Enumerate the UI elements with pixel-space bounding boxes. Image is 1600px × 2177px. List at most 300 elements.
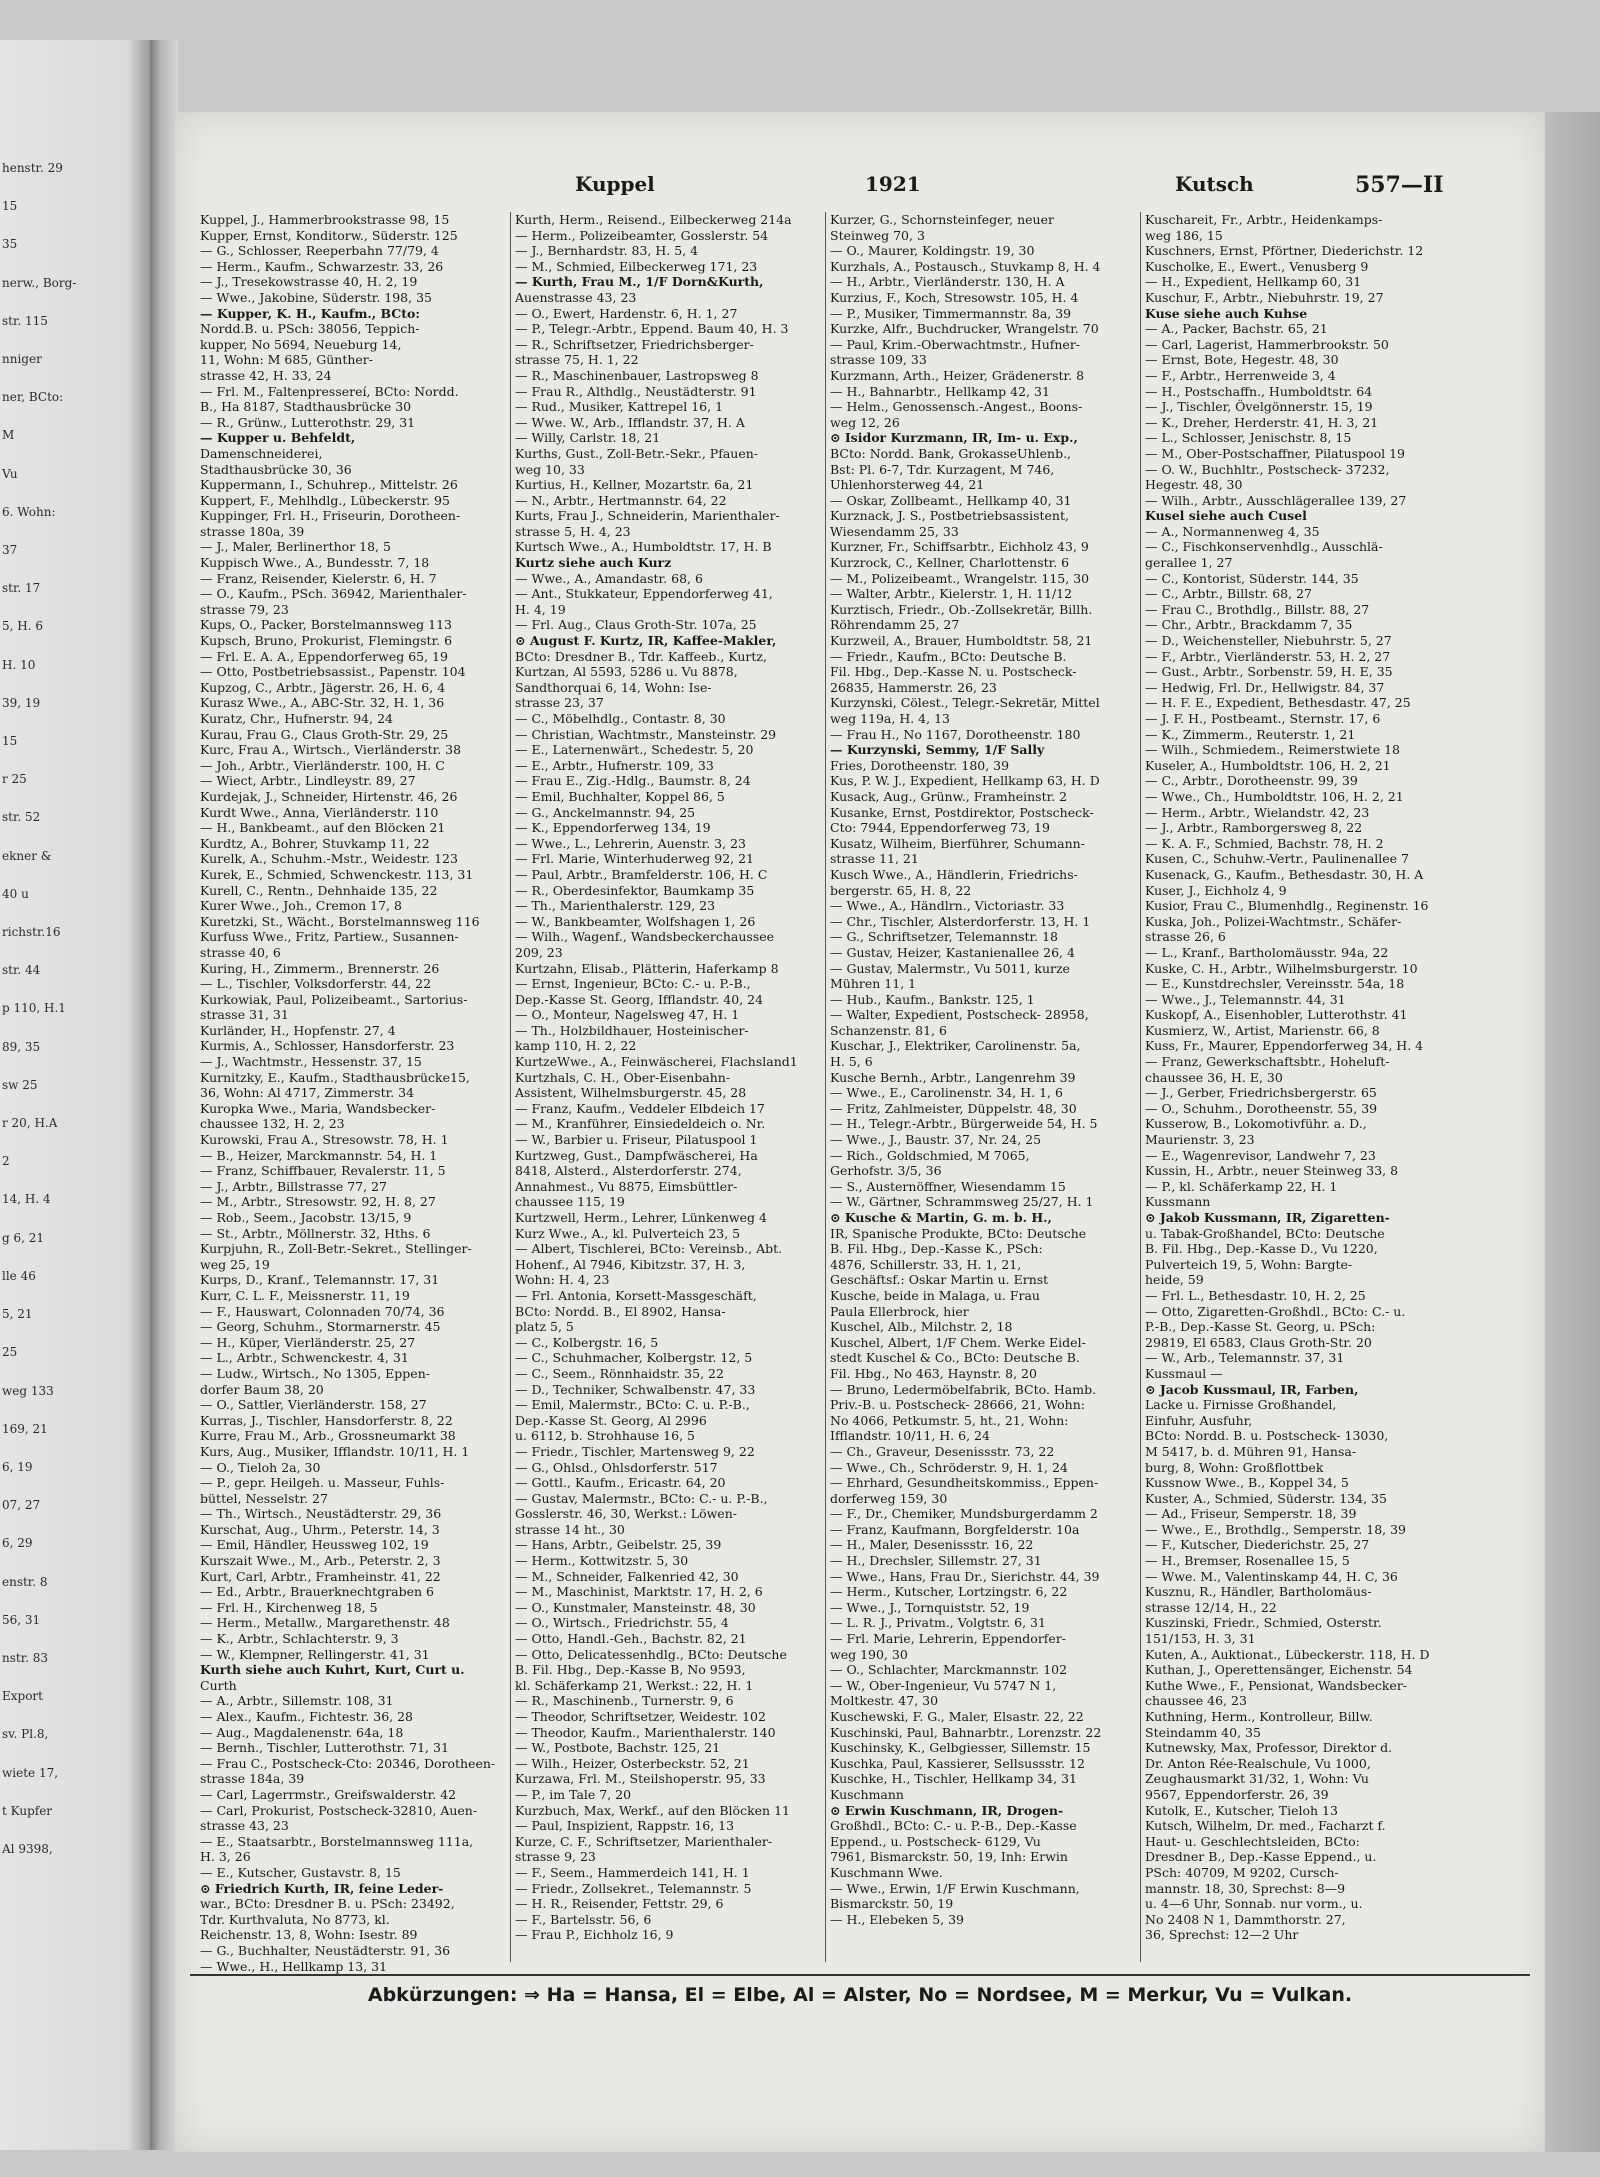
directory-entry: 11, Wohn: M 685, Günther-: [200, 352, 373, 368]
directory-entry: Kurts, Frau J., Schneiderin, Marienthaler-: [515, 508, 780, 524]
column-3: [830, 212, 1135, 1962]
directory-entry: 29819, El 6583, Claus Groth-Str. 20: [1145, 1334, 1372, 1350]
directory-entry: Kuthe Wwe., F., Pensionat, Wandsbecker-: [1145, 1677, 1408, 1693]
directory-entry: — Gustav, Heizer, Kastanienallee 26, 4: [830, 944, 1075, 960]
directory-entry: — J., Bernhardstr. 83, H. 5, 4: [515, 243, 699, 259]
previous-page-line: weg 133: [2, 1383, 54, 1398]
directory-entry: Kusack, Aug., Grünw., Framheinstr. 2: [830, 788, 1068, 804]
directory-entry: BCto: Nordd. B., El 8902, Hansa-: [515, 1303, 726, 1319]
directory-entry: — Ernst, Ingenieur, BCto: C.- u. P.-B.,: [515, 976, 751, 992]
previous-page-line: 2: [2, 1154, 10, 1169]
directory-entry: — O., Ewert, Hardenstr. 6, H. 1, 27: [515, 305, 738, 321]
directory-entry: — F., Kutscher, Diederichstr. 25, 27: [1145, 1537, 1370, 1553]
directory-entry: Kurtzahn, Elisab., Plätterin, Haferkamp 8: [515, 960, 779, 976]
directory-entry: — H., Postschaffn., Humboldtstr. 64: [1145, 383, 1373, 399]
directory-entry: Kurschat, Aug., Uhrm., Peterstr. 14, 3: [200, 1521, 440, 1537]
directory-entry: — Frau C., Brothdlg., Billstr. 88, 27: [1145, 601, 1370, 617]
directory-entry: — Carl, Lagerrmstr., Greifswalderstr. 42: [200, 1786, 457, 1802]
directory-entry: — O., Kaufm., PSch. 36942, Marienthaler-: [200, 586, 467, 602]
previous-page-line: r 20, H.A: [2, 1116, 58, 1131]
directory-entry: — Gottl., Kaufm., Ericastr. 64, 20: [515, 1475, 726, 1491]
directory-entry: — Christian, Wachtmstr., Mansteinstr. 29: [515, 726, 777, 742]
directory-entry: — F., Dr., Chemiker, Mundsburgerdamm 2: [830, 1506, 1098, 1522]
directory-entry: — S., Austernöffner, Wiesendamm 15: [830, 1178, 1066, 1194]
directory-entry: — L., Schlosser, Jenischstr. 8, 15: [1145, 430, 1352, 446]
directory-entry: — D., Weichensteller, Niebuhrstr. 5, 27: [1145, 633, 1392, 649]
directory-entry: 4876, Schillerstr. 33, H. 1, 21,: [830, 1256, 1022, 1272]
footer-rule: [190, 1974, 1530, 1976]
previous-page-line: 169, 21: [2, 1421, 48, 1436]
directory-entry: Kussnow Wwe., B., Koppel 34, 5: [1145, 1475, 1349, 1491]
directory-entry: — F., Arbtr., Vierländerstr. 53, H. 2, 27: [1145, 648, 1391, 664]
directory-entry: weg 12, 26: [830, 414, 900, 430]
directory-entry: Kurau, Frau G., Claus Groth-Str. 29, 25: [200, 726, 449, 742]
directory-entry: ⊙ Jacob Kussmaul, IR, Farben,: [1145, 1381, 1359, 1397]
directory-entry: Kutolk, E., Kutscher, Tieloh 13: [1145, 1802, 1338, 1818]
directory-entry: Kusche, beide in Malaga, u. Frau: [830, 1287, 1040, 1303]
directory-entry: Tdr. Kurthvaluta, No 8773, kl.: [200, 1911, 390, 1927]
directory-entry: — Wwe., A., Händlrn., Victoriastr. 33: [830, 898, 1065, 914]
directory-entry: Kurtzwell, Herm., Lehrer, Lünkenweg 4: [515, 1210, 767, 1225]
directory-entry: 36, Wohn: Al 4717, Zimmerstr. 34: [200, 1085, 415, 1101]
directory-entry: — J., Arbtr., Ramborgersweg 8, 22: [1145, 820, 1363, 836]
directory-entry: Kuss, Fr., Maurer, Eppendorferweg 34, H. 4: [1145, 1038, 1424, 1054]
directory-entry: — G., Ohlsd., Ohlsdorferstr. 517: [515, 1459, 718, 1475]
directory-entry: — Georg, Schuhm., Stormarnerstr. 45: [200, 1319, 441, 1335]
directory-entry: — Herm., Kutscher, Lortzingstr. 6, 22: [830, 1584, 1068, 1600]
directory-entry: — Frl. L., Bethesdastr. 10, H. 2, 25: [1145, 1287, 1366, 1303]
previous-page-line: 25: [2, 1345, 18, 1360]
previous-page-line: 15: [2, 199, 18, 214]
directory-entry: — Rich., Goldschmied, M 7065,: [830, 1147, 1030, 1163]
previous-page-line: 39, 19: [2, 695, 41, 710]
directory-entry: — F., Hauswart, Colonnaden 70/74, 36: [200, 1303, 445, 1319]
directory-entry: — Wilh., Wagenf., Wandsbeckerchaussee: [515, 929, 775, 945]
directory-entry: Kurtzhals, C. H., Ober-Eisenbahn-: [515, 1069, 731, 1085]
directory-entry: Kurzke, Alfr., Buchdrucker, Wrangelstr. 70: [830, 321, 1099, 337]
directory-entry: — Chr., Arbtr., Brackdamm 7, 35: [1145, 617, 1353, 633]
directory-entry: Reichenstr. 13, 8, Wohn: Isestr. 89: [200, 1927, 418, 1943]
directory-entry: — Paul, Arbtr., Bramfelderstr. 106, H. C: [515, 866, 768, 882]
directory-entry: Cto: 7944, Eppendorferweg 73, 19: [830, 820, 1050, 836]
directory-entry: Kurzner, Fr., Schiffsarbtr., Eichholz 43, 9: [830, 539, 1089, 555]
directory-entry: B. Fil. Hbg., Dep.-Kasse K., PSch:: [830, 1241, 1043, 1257]
directory-entry: — Walter, Arbtr., Kielerstr. 1, H. 11/12: [830, 586, 1073, 602]
directory-entry: Damenschneiderei,: [200, 445, 323, 461]
directory-entry: — Franz, Gewerkschaftsbtr., Hoheluft-: [1145, 1054, 1390, 1070]
directory-entry: Kurzrock, C., Kellner, Charlottenstr. 6: [830, 555, 1070, 571]
directory-entry: — Frau C., Postscheck-Cto: 20346, Dorotheen-: [200, 1755, 496, 1771]
directory-entry: — H., Bahnarbtr., Hellkamp 42, 31: [830, 383, 1050, 399]
directory-entry: Kuszinski, Friedr., Schmied, Osterstr.: [1145, 1615, 1382, 1631]
directory-entry: burg, 8, Wohn: Großflottbek: [1145, 1459, 1324, 1475]
directory-entry: Priv.-B. u. Postscheck- 28666, 21, Wohn:: [830, 1397, 1085, 1413]
directory-entry: — W., Postbote, Bachstr. 125, 21: [515, 1740, 721, 1756]
previous-page-line: lle 46: [2, 1268, 36, 1283]
directory-entry: Kurmis, A., Schlosser, Hansdorferstr. 23: [200, 1038, 455, 1054]
directory-entry: — E., Arbtr., Hufnerstr. 109, 33: [515, 757, 714, 773]
directory-entry: Sandthorquai 6, 14, Wohn: Ise-: [515, 679, 712, 695]
directory-entry: — W., Gärtner, Schrammsweg 25/27, H. 1: [830, 1194, 1094, 1210]
directory-entry: — R., Maschinenbauer, Lastropsweg 8: [515, 367, 759, 383]
directory-entry: weg 10, 33: [515, 461, 585, 477]
directory-entry: — Paul, Krim.-Oberwachtmstr., Hufner-: [830, 336, 1081, 352]
directory-entry: 8418, Alsterd., Alsterdorferstr. 274,: [515, 1163, 742, 1179]
directory-entry: — M., Polizeibeamt., Wrangelstr. 115, 30: [830, 570, 1090, 586]
header-last-entry: Kutsch: [1175, 172, 1254, 196]
directory-entry: Annahmest., Vu 8875, Eimsbüttler-: [515, 1178, 738, 1194]
previous-page-line: sw 25: [2, 1077, 38, 1092]
directory-entry: Kuschka, Paul, Kassierer, Sellsussstr. 12: [830, 1755, 1085, 1771]
directory-entry: — Carl, Prokurist, Postscheck-32810, Auen-: [200, 1802, 478, 1818]
column-divider: [510, 212, 511, 1962]
directory-entry: Kurths, Gust., Zoll-Betr.-Sekr., Pfauen-: [515, 445, 759, 461]
directory-entry: — Wwe., A., Amandastr. 68, 6: [515, 570, 703, 586]
directory-entry: Kuppinger, Frl. H., Friseurin, Dorotheen-: [200, 508, 461, 524]
directory-entry: war., BCto: Dresdner B. u. PSch: 23492,: [200, 1896, 455, 1912]
directory-entry: — Carl, Lagerist, Hammerbrookstr. 50: [1145, 336, 1389, 352]
directory-entry: Paula Ellerbrock, hier: [830, 1303, 969, 1319]
directory-entry: Kuppert, F., Mehlhdlg., Lübeckerstr. 95: [200, 492, 450, 508]
directory-entry: — Wiect, Arbtr., Lindleystr. 89, 27: [200, 773, 416, 789]
directory-entry: — L., Tischler, Volksdorferstr. 44, 22: [200, 976, 432, 992]
directory-entry: IR, Spanische Produkte, BCto: Deutsche: [830, 1225, 1087, 1241]
directory-entry: — A., Arbtr., Sillemstr. 108, 31: [200, 1693, 394, 1709]
directory-entry: kl. Schäferkamp 21, Werkst.: 22, H. 1: [515, 1677, 754, 1693]
directory-entry: Kuschareit, Fr., Arbtr., Heidenkamps-: [1145, 212, 1383, 227]
directory-entry: Kussin, H., Arbtr., neuer Steinweg 33, 8: [1145, 1163, 1399, 1179]
directory-entry: chaussee 132, H. 2, 23: [200, 1116, 345, 1132]
directory-entry: — J., Tresekowstrasse 40, H. 2, 19: [200, 274, 418, 290]
directory-entry: — O., Wirtsch., Friedrichstr. 55, 4: [515, 1615, 729, 1631]
directory-entry: — Gustav, Malermstr., Vu 5011, kurze: [830, 960, 1070, 976]
directory-entry: Kurz Wwe., A., kl. Pulverteich 23, 5: [515, 1225, 741, 1241]
directory-entry: Kurfuss Wwe., Fritz, Partiew., Susannen-: [200, 929, 459, 945]
directory-entry: Kupsch, Bruno, Prokurist, Flemingstr. 6: [200, 633, 453, 649]
directory-entry: — Wwe., Erwin, 1/F Erwin Kuschmann,: [830, 1880, 1080, 1896]
directory-entry: Kurkowiak, Paul, Polizeibeamt., Sartorius-: [200, 991, 468, 1007]
directory-entry: — Wwe., Ch., Schröderstr. 9, H. 1, 24: [830, 1459, 1068, 1475]
directory-entry: — Ant., Stukkateur, Eppendorferweg 41,: [515, 586, 773, 602]
directory-entry: Kurtz siehe auch Kurz: [515, 555, 672, 571]
directory-entry: bergerstr. 65, H. 8, 22: [830, 882, 972, 898]
directory-entry: — B., Heizer, Marckmannstr. 54, H. 1: [200, 1147, 438, 1163]
directory-entry: H. 5, 6: [830, 1054, 873, 1070]
directory-entry: — M., Schmied, Eilbeckerweg 171, 23: [515, 258, 758, 274]
directory-entry: — J., Maler, Berlinerthor 18, 5: [200, 539, 391, 555]
directory-entry: — G., Schlosser, Reeperbahn 77/79, 4: [200, 243, 439, 259]
directory-entry: — E., Staatsarbtr., Borstelmannsweg 111a,: [200, 1833, 474, 1849]
directory-entry: Kuschewski, F. G., Maler, Elsastr. 22, 22: [830, 1709, 1084, 1724]
directory-entry: — H., Elebeken 5, 39: [830, 1911, 965, 1927]
directory-entry: — Frau E., Zig.-Hdlg., Baumstr. 8, 24: [515, 773, 751, 789]
previous-page-line: str. 52: [2, 810, 41, 825]
directory-entry: — J., Arbtr., Billstrasse 77, 27: [200, 1178, 387, 1194]
directory-entry: chaussee 36, H. E, 30: [1145, 1069, 1283, 1085]
directory-entry: Auenstrasse 43, 23: [515, 289, 637, 305]
directory-entry: — Wilh., Arbtr., Ausschlägerallee 139, 27: [1145, 492, 1407, 508]
directory-entry: — H., Bankbeamt., auf den Blöcken 21: [200, 820, 446, 836]
directory-entry: — H., Expedient, Hellkamp 60, 31: [1145, 274, 1362, 290]
directory-entry: — P., kl. Schäferkamp 22, H. 1: [1145, 1178, 1338, 1194]
directory-entry: — Bernh., Tischler, Lutterothstr. 71, 31: [200, 1740, 449, 1756]
directory-entry: weg 186, 15: [1145, 227, 1223, 243]
directory-entry: P.-B., Dep.-Kasse St. Georg, u. PSch:: [1145, 1319, 1376, 1335]
directory-entry: — Emil, Malermstr., BCto: C. u. P.-B.,: [515, 1397, 750, 1413]
directory-entry: ⊙ Friedrich Kurth, IR, feine Leder-: [200, 1880, 444, 1896]
directory-entry: — F., Seem., Hammerdeich 141, H. 1: [515, 1864, 750, 1880]
directory-entry: — Wwe., H., Hellkamp 13, 31: [200, 1958, 388, 1974]
directory-entry: — Hedwig, Frl. Dr., Hellwigstr. 84, 37: [1145, 679, 1385, 695]
directory-entry: — W., Klempner, Rellingerstr. 41, 31: [200, 1646, 430, 1662]
directory-entry: — D., Techniker, Schwalbenstr. 47, 33: [515, 1381, 756, 1397]
directory-entry: — J., Tischler, Övelgönnerstr. 15, 19: [1145, 399, 1373, 415]
directory-entry: — E., Wagenrevisor, Landwehr 7, 23: [1145, 1147, 1376, 1163]
directory-entry: — O., Schlachter, Marckmannstr. 102: [830, 1662, 1068, 1678]
directory-entry: Kuschners, Ernst, Pförtner, Diederichstr. 12: [1145, 243, 1424, 259]
directory-entry: strasse 43, 23: [200, 1818, 289, 1834]
directory-entry: Kurzbuch, Max, Werkf., auf den Blöcken 11: [515, 1802, 790, 1818]
directory-entry: — Wilh., Heizer, Osterbeckstr. 52, 21: [515, 1755, 750, 1771]
page-header: [175, 172, 1545, 202]
directory-entry: u. 6112, b. Strohhause 16, 5: [515, 1428, 695, 1444]
directory-entry: Fil. Hbg., No 463, Haynstr. 8, 20: [830, 1365, 1037, 1381]
directory-entry: — Ehrhard, Gesundheitskommiss., Eppen-: [830, 1475, 1099, 1491]
previous-page-line: str. 17: [2, 581, 41, 596]
directory-entry: — Theodor, Schriftsetzer, Weidestr. 102: [515, 1709, 766, 1724]
directory-entry: Gosslerstr. 46, 30, Werkst.: Löwen-: [515, 1506, 737, 1522]
directory-entry: Hohenf., Al 7946, Kibitzstr. 37, H. 3,: [515, 1256, 746, 1272]
directory-entry: Kurth, Herm., Reisend., Eilbeckerweg 214a: [515, 212, 792, 227]
directory-entry: — Herm., Kottwitzstr. 5, 30: [515, 1553, 689, 1569]
directory-entry: Geschäftsf.: Oskar Martin u. Ernst: [830, 1272, 1049, 1288]
directory-entry: kamp 110, H. 2, 22: [515, 1038, 637, 1054]
directory-entry: KurtzeWwe., A., Feinwäscherei, Flachsland1: [515, 1054, 798, 1070]
directory-entry: Kusznu, R., Händler, Bartholomäus-: [1145, 1584, 1372, 1600]
directory-entry: Kurdtz, A., Bohrer, Stuvkamp 11, 22: [200, 835, 430, 851]
directory-entry: — O., Monteur, Nagelsweg 47, H. 1: [515, 1007, 740, 1023]
directory-entry: — Wwe. W., Arb., Ifflandstr. 37, H. A: [515, 414, 745, 430]
directory-entry: Kurer Wwe., Joh., Cremon 17, 8: [200, 898, 402, 914]
directory-entry: strasse 5, H. 4, 23: [515, 523, 631, 539]
directory-entry: — Wwe., Jakobine, Süderstr. 198, 35: [200, 289, 432, 305]
directory-entry: Kurländer, H., Hopfenstr. 27, 4: [200, 1022, 396, 1038]
directory-entry: Kurdejak, J., Schneider, Hirtenstr. 46, 26: [200, 788, 458, 804]
directory-entry: — Wwe., E., Carolinenstr. 34, H. 1, 6: [830, 1085, 1063, 1101]
directory-entry: Kurr, C. L. F., Meissnerstr. 11, 19: [200, 1287, 410, 1303]
directory-entry: — K., Zimmerm., Reuterstr. 1, 21: [1145, 726, 1356, 742]
directory-entry: Kusatz, Wilheim, Bierführer, Schumann-: [830, 835, 1085, 851]
directory-entry: Kussmaul —: [1145, 1365, 1223, 1381]
directory-entry: — G., Anckelmannstr. 94, 25: [515, 804, 696, 820]
directory-entry: — P., im Tale 7, 20: [515, 1786, 632, 1802]
directory-entry: — Wilh., Schmiedem., Reimerstwiete 18: [1145, 742, 1400, 758]
directory-entry: Kurtius, H., Kellner, Mozartstr. 6a, 21: [515, 477, 754, 493]
directory-entry: — Oskar, Zollbeamt., Hellkamp 40, 31: [830, 492, 1072, 508]
previous-page-line: p 110, H.1: [2, 1001, 66, 1016]
directory-entry: — H., Küper, Vierländerstr. 25, 27: [200, 1334, 416, 1350]
directory-entry: kupper, No 5694, Neueburg 14,: [200, 336, 402, 352]
directory-entry: — Th., Marienthalerstr. 129, 23: [515, 898, 716, 914]
directory-entry: — J. F. H., Postbeamt., Sternstr. 17, 6: [1145, 711, 1381, 726]
directory-entry: strasse 26, 6: [1145, 929, 1226, 945]
directory-entry: Kurzawa, Frl. M., Steilshoperstr. 95, 33: [515, 1771, 766, 1787]
directory-entry: stedt Kuschel & Co., BCto: Deutsche B.: [830, 1350, 1080, 1366]
directory-entry: strasse 31, 31: [200, 1007, 289, 1023]
directory-entry: Kurtsch Wwe., A., Humboldtstr. 17, H. B: [515, 539, 772, 555]
directory-entry: — Frau H., No 1167, Dorotheenstr. 180: [830, 726, 1081, 742]
directory-entry: weg 190, 30: [830, 1646, 908, 1662]
directory-entry: — Wwe., J., Tornquiststr. 52, 19: [830, 1599, 1030, 1615]
directory-entry: — C., Schuhmacher, Kolbergstr. 12, 5: [515, 1350, 753, 1366]
directory-entry: Kurras, J., Tischler, Hansdorferstr. 8, 22: [200, 1412, 453, 1428]
directory-entry: Fries, Dorotheenstr. 180, 39: [830, 757, 1010, 773]
directory-entry: dorferweg 159, 30: [830, 1490, 948, 1506]
directory-entry: H. 3, 26: [200, 1849, 251, 1865]
directory-entry: Kuratz, Chr., Hufnerstr. 94, 24: [200, 711, 393, 726]
directory-entry: Bismarckstr. 50, 19: [830, 1896, 954, 1912]
directory-entry: — Joh., Arbtr., Vierländerstr. 100, H. C: [200, 757, 445, 773]
directory-entry: — J., Gerber, Friedrichsbergerstr. 65: [1145, 1085, 1377, 1101]
directory-entry: Kuschinsky, K., Gelbgiesser, Sillemstr. 15: [830, 1740, 1091, 1756]
directory-entry: — Frl. E. A. A., Eppendorferweg 65, 19: [200, 648, 448, 664]
directory-entry: — G., Schriftsetzer, Telemannstr. 18: [830, 929, 1058, 945]
directory-entry: — Herm., Polizeibeamter, Gosslerstr. 54: [515, 227, 769, 243]
directory-entry: — Bruno, Ledermöbelfabrik, BCto. Hamb.: [830, 1381, 1097, 1397]
page-edge: [1545, 112, 1600, 2152]
header-first-entry: Kuppel: [575, 172, 655, 196]
directory-entry: — W., Barbier u. Friseur, Pilatuspool 1: [515, 1132, 758, 1148]
directory-entry: — Gust., Arbtr., Sorbenstr. 59, H. E, 35: [1145, 664, 1393, 680]
directory-entry: Kurzer, G., Schornsteinfeger, neuer: [830, 212, 1054, 227]
previous-page-line: 6, 29: [2, 1536, 33, 1551]
directory-entry: — A., Packer, Bachstr. 65, 21: [1145, 321, 1328, 337]
previous-page-margin: [0, 40, 150, 2150]
previous-page-line: H. 10: [2, 657, 36, 672]
directory-entry: — G., Buchhalter, Neustädterstr. 91, 36: [200, 1942, 451, 1958]
directory-entry: — K. A. F., Schmied, Bachstr. 78, H. 2: [1145, 835, 1384, 851]
directory-entry: — Otto, Zigaretten-Großhdl., BCto: C.- u.: [1145, 1303, 1406, 1319]
directory-entry: — N., Arbtr., Hertmannstr. 64, 22: [515, 492, 727, 508]
directory-entry: Fil. Hbg., Dep.-Kasse N. u. Postscheck-: [830, 664, 1077, 680]
directory-entry: — St., Arbtr., Möllnerstr. 32, Hths. 6: [200, 1225, 431, 1241]
directory-entry: Kuthning, Herm., Kontrolleur, Billw.: [1145, 1709, 1373, 1724]
abbreviations-footer: Abkürzungen: ⇒ Ha = Hansa, El = Elbe, Al = Alster, No = Nordsee, M = Merkur, Vu = Vulkan.: [367, 1984, 1353, 2006]
directory-entry: — Kupper u. Behfeldt,: [200, 430, 356, 446]
directory-entry: Kusserow, B., Lokomotivführ. a. D.,: [1145, 1116, 1367, 1132]
directory-entry: — C., Seem., Rönnhaidstr. 35, 22: [515, 1365, 724, 1381]
directory-entry: B. Fil. Hbg., Dep.-Kasse B, No 9593,: [515, 1662, 746, 1678]
previous-page-line: str. 44: [2, 963, 41, 978]
directory-entry: ⊙ Kusche & Martin, G. m. b. H.,: [830, 1210, 1052, 1225]
directory-entry: Lacke u. Firnisse Großhandel,: [1145, 1397, 1337, 1413]
page-number: 557—II: [1355, 172, 1444, 198]
directory-entry: Kupzog, C., Arbtr., Jägerstr. 26, H. 6, 4: [200, 679, 446, 695]
directory-entry: Kurt, Carl, Arbtr., Framheinstr. 41, 22: [200, 1568, 441, 1584]
directory-entry: Kuschel, Alb., Milchstr. 2, 18: [830, 1319, 1013, 1335]
directory-entry: Kuppisch Wwe., A., Bundesstr. 7, 18: [200, 555, 430, 571]
directory-entry: dorfer Baum 38, 20: [200, 1381, 324, 1397]
previous-page-line: ekner &: [2, 848, 52, 863]
directory-entry: — O., Tieloh 2a, 30: [200, 1459, 321, 1475]
directory-entry: — M., Arbtr., Stresowstr. 92, H. 8, 27: [200, 1194, 436, 1210]
column-2: [515, 212, 820, 1962]
directory-entry: Wiesendamm 25, 33: [830, 523, 959, 539]
directory-entry: Haut- u. Geschlechtsleiden, BCto:: [1145, 1833, 1360, 1849]
directory-entry: — Friedr., Zollsekret., Telemannstr. 5: [515, 1880, 752, 1896]
directory-entry: — M., Schneider, Falkenried 42, 30: [515, 1568, 739, 1584]
directory-entry: 7961, Bismarckstr. 50, 19, Inh: Erwin: [830, 1849, 1068, 1865]
directory-entry: Kuske, C. H., Arbtr., Wilhelmsburgerstr. 10: [1145, 960, 1418, 976]
directory-entry: Kurtzweg, Gust., Dampfwäscherei, Ha: [515, 1147, 758, 1163]
directory-entry: — H. R., Reisender, Fettstr. 29, 6: [515, 1896, 724, 1912]
directory-entry: strasse 42, H. 33, 24: [200, 367, 332, 383]
directory-entry: büttel, Nesselstr. 27: [200, 1490, 328, 1506]
directory-entry: — Helm., Genossensch.-Angest., Boons-: [830, 399, 1083, 415]
previous-page-line: nerw., Borg-: [2, 275, 77, 290]
directory-entry: — L., Arbtr., Schwenckestr. 4, 31: [200, 1350, 409, 1366]
directory-entry: — O. W., Buchhltr., Postscheck- 37232,: [1145, 461, 1390, 477]
directory-entry: — Wwe. M., Valentinskamp 44, H. C, 36: [1145, 1568, 1398, 1584]
directory-entry: ⊙ Jakob Kussmann, IR, Zigaretten-: [1145, 1210, 1390, 1225]
previous-page-line: wiete 17,: [2, 1765, 59, 1780]
previous-page-line: 5, 21: [2, 1307, 33, 1322]
directory-entry: — Franz, Reisender, Kielerstr. 6, H. 7: [200, 570, 437, 586]
directory-entry: — Frl. M., Faltenpressereí, BCto: Nordd.: [200, 383, 459, 399]
directory-entry: — Frl. Marie, Lehrerin, Eppendorfer-: [830, 1631, 1067, 1647]
directory-entry: Mühren 11, 1: [830, 976, 917, 992]
directory-entry: Kuschke, H., Tischler, Hellkamp 34, 31: [830, 1771, 1077, 1787]
column-1: [200, 212, 505, 1974]
directory-entry: Großhdl., BCto: C.- u. P.-B., Dep.-Kasse: [830, 1818, 1077, 1834]
directory-entry: — Kurth, Frau M., 1/F Dorn&Kurth,: [515, 274, 764, 290]
directory-entry: Kusche Bernh., Arbtr., Langenrehm 39: [830, 1069, 1076, 1085]
directory-entry: — Otto, Postbetriebsassist., Papenstr. 104: [200, 664, 466, 680]
directory-entry: u. 4—6 Uhr, Sonnab. nur vorm., u.: [1145, 1896, 1363, 1912]
directory-entry: strasse 23, 37: [515, 695, 604, 711]
directory-entry: Kuschur, F., Arbtr., Niebuhrstr. 19, 27: [1145, 289, 1384, 305]
directory-entry: Kuring, H., Zimmerm., Brennerstr. 26: [200, 960, 440, 976]
directory-entry: strasse 79, 23: [200, 601, 289, 617]
directory-entry: H. 4, 19: [515, 601, 566, 617]
directory-entry: — Gustav, Malermstr., BCto: C.- u. P.-B.,: [515, 1490, 768, 1506]
directory-entry: — W., Ober-Ingenieur, Vu 5747 N 1,: [830, 1677, 1057, 1693]
previous-page-line: nstr. 83: [2, 1650, 49, 1665]
directory-entry: ⊙ Erwin Kuschmann, IR, Drogen-: [830, 1802, 1064, 1818]
directory-entry: gerallee 1, 27: [1145, 555, 1233, 571]
directory-entry: Kurzmann, Arth., Heizer, Grädenerstr. 8: [830, 367, 1085, 383]
previous-page-line: 15: [2, 734, 18, 749]
directory-entry: — W., Bankbeamter, Wolfshagen 1, 26: [515, 913, 756, 929]
directory-entry: — H., Arbtr., Vierländerstr. 130, H. A: [830, 274, 1065, 290]
directory-entry: Dr. Anton Rée-Realschule, Vu 1000,: [1145, 1755, 1371, 1771]
directory-entry: — Kurzynski, Semmy, 1/F Sally: [830, 742, 1045, 758]
directory-entry: — Herm., Metallw., Margarethenstr. 48: [200, 1615, 450, 1631]
directory-entry: — Frl. Antonia, Korsett-Massgeschäft,: [515, 1287, 757, 1303]
previous-page-line: sv. Pl.8,: [2, 1727, 49, 1742]
directory-entry: — Alex., Kaufm., Fichtestr. 36, 28: [200, 1709, 413, 1724]
directory-entry: 26835, Hammerstr. 26, 23: [830, 679, 997, 695]
directory-entry: strasse 11, 21: [830, 851, 919, 867]
directory-entry: Kupper, Ernst, Konditorw., Süderstr. 125: [200, 227, 458, 243]
directory-entry: Einfuhr, Ausfuhr,: [1145, 1412, 1253, 1428]
directory-entry: — H., Drechsler, Sillemstr. 27, 31: [830, 1553, 1042, 1569]
directory-entry: Kuthan, J., Operettensänger, Eichenstr. 54: [1145, 1662, 1413, 1678]
directory-entry: Ifflandstr. 10/11, H. 6, 24: [830, 1428, 990, 1444]
directory-entry: — Th., Holzbildhauer, Hosteinischer-: [515, 1022, 749, 1038]
directory-entry: Kuretzki, St., Wächt., Borstelmannsweg 116: [200, 913, 480, 929]
directory-entry: mannstr. 18, 30, Sprechst: 8—9: [1145, 1880, 1346, 1896]
